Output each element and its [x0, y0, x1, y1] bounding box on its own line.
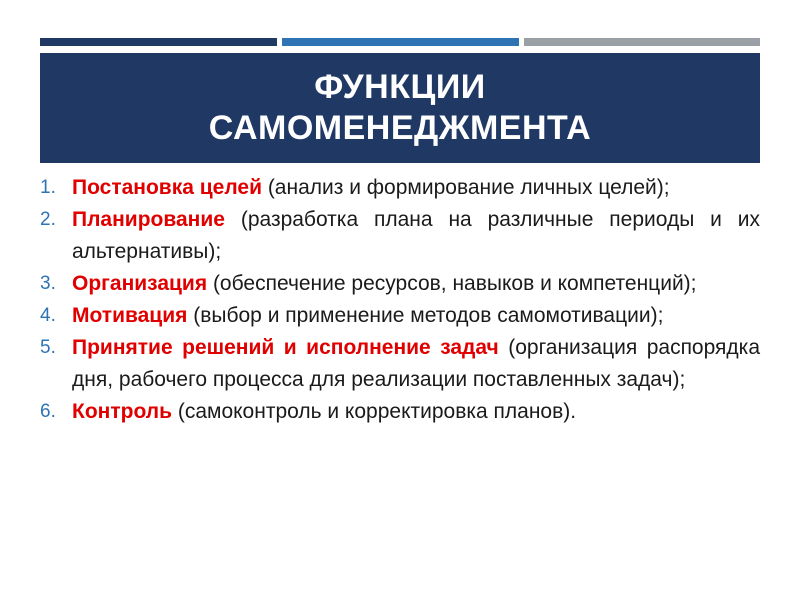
- item-description: (разработка плана на различные периоды и их альтернативы);: [72, 208, 760, 263]
- list-number: 5.: [40, 337, 56, 358]
- list-item: [0, 300, 760, 332]
- item-description: (самоконтроль и корректировка планов).: [172, 400, 577, 423]
- list-item: [0, 172, 760, 204]
- list-item: [0, 268, 760, 300]
- accent-bar-gray: [524, 38, 760, 46]
- list-number: 3.: [40, 273, 56, 294]
- list-number: 4.: [40, 305, 56, 326]
- functions-list: [0, 172, 760, 428]
- item-description: (обеспечение ресурсов, навыков и компетенций);: [207, 272, 697, 295]
- item-term: Планирование: [72, 208, 225, 231]
- accent-bar-blue: [282, 38, 519, 46]
- accent-bar-dark: [40, 38, 277, 46]
- list-number: 1.: [40, 177, 56, 198]
- list-number: 2.: [40, 209, 56, 230]
- title-line-2: САМОМЕНЕДЖМЕНТА: [208, 109, 592, 147]
- title-line-1: ФУНКЦИИ: [314, 68, 486, 106]
- item-description: (организация распорядка дня, рабочего процесса для реализации поставленных задач);: [72, 336, 761, 391]
- list-item: [0, 396, 760, 428]
- list-item: [0, 332, 760, 396]
- item-term: Принятие решений и исполнение задач: [72, 336, 499, 359]
- list-number: 6.: [40, 401, 56, 422]
- item-description: (анализ и формирование личных целей);: [261, 176, 670, 199]
- item-term: Организация: [72, 272, 208, 295]
- list-item: [0, 204, 760, 268]
- item-term: Мотивация: [72, 304, 188, 327]
- item-term: Контроль: [72, 400, 172, 423]
- slide-title: [40, 53, 760, 163]
- item-term: Постановка целей: [72, 176, 262, 199]
- item-description: (выбор и применение методов самомотивации);: [187, 304, 664, 327]
